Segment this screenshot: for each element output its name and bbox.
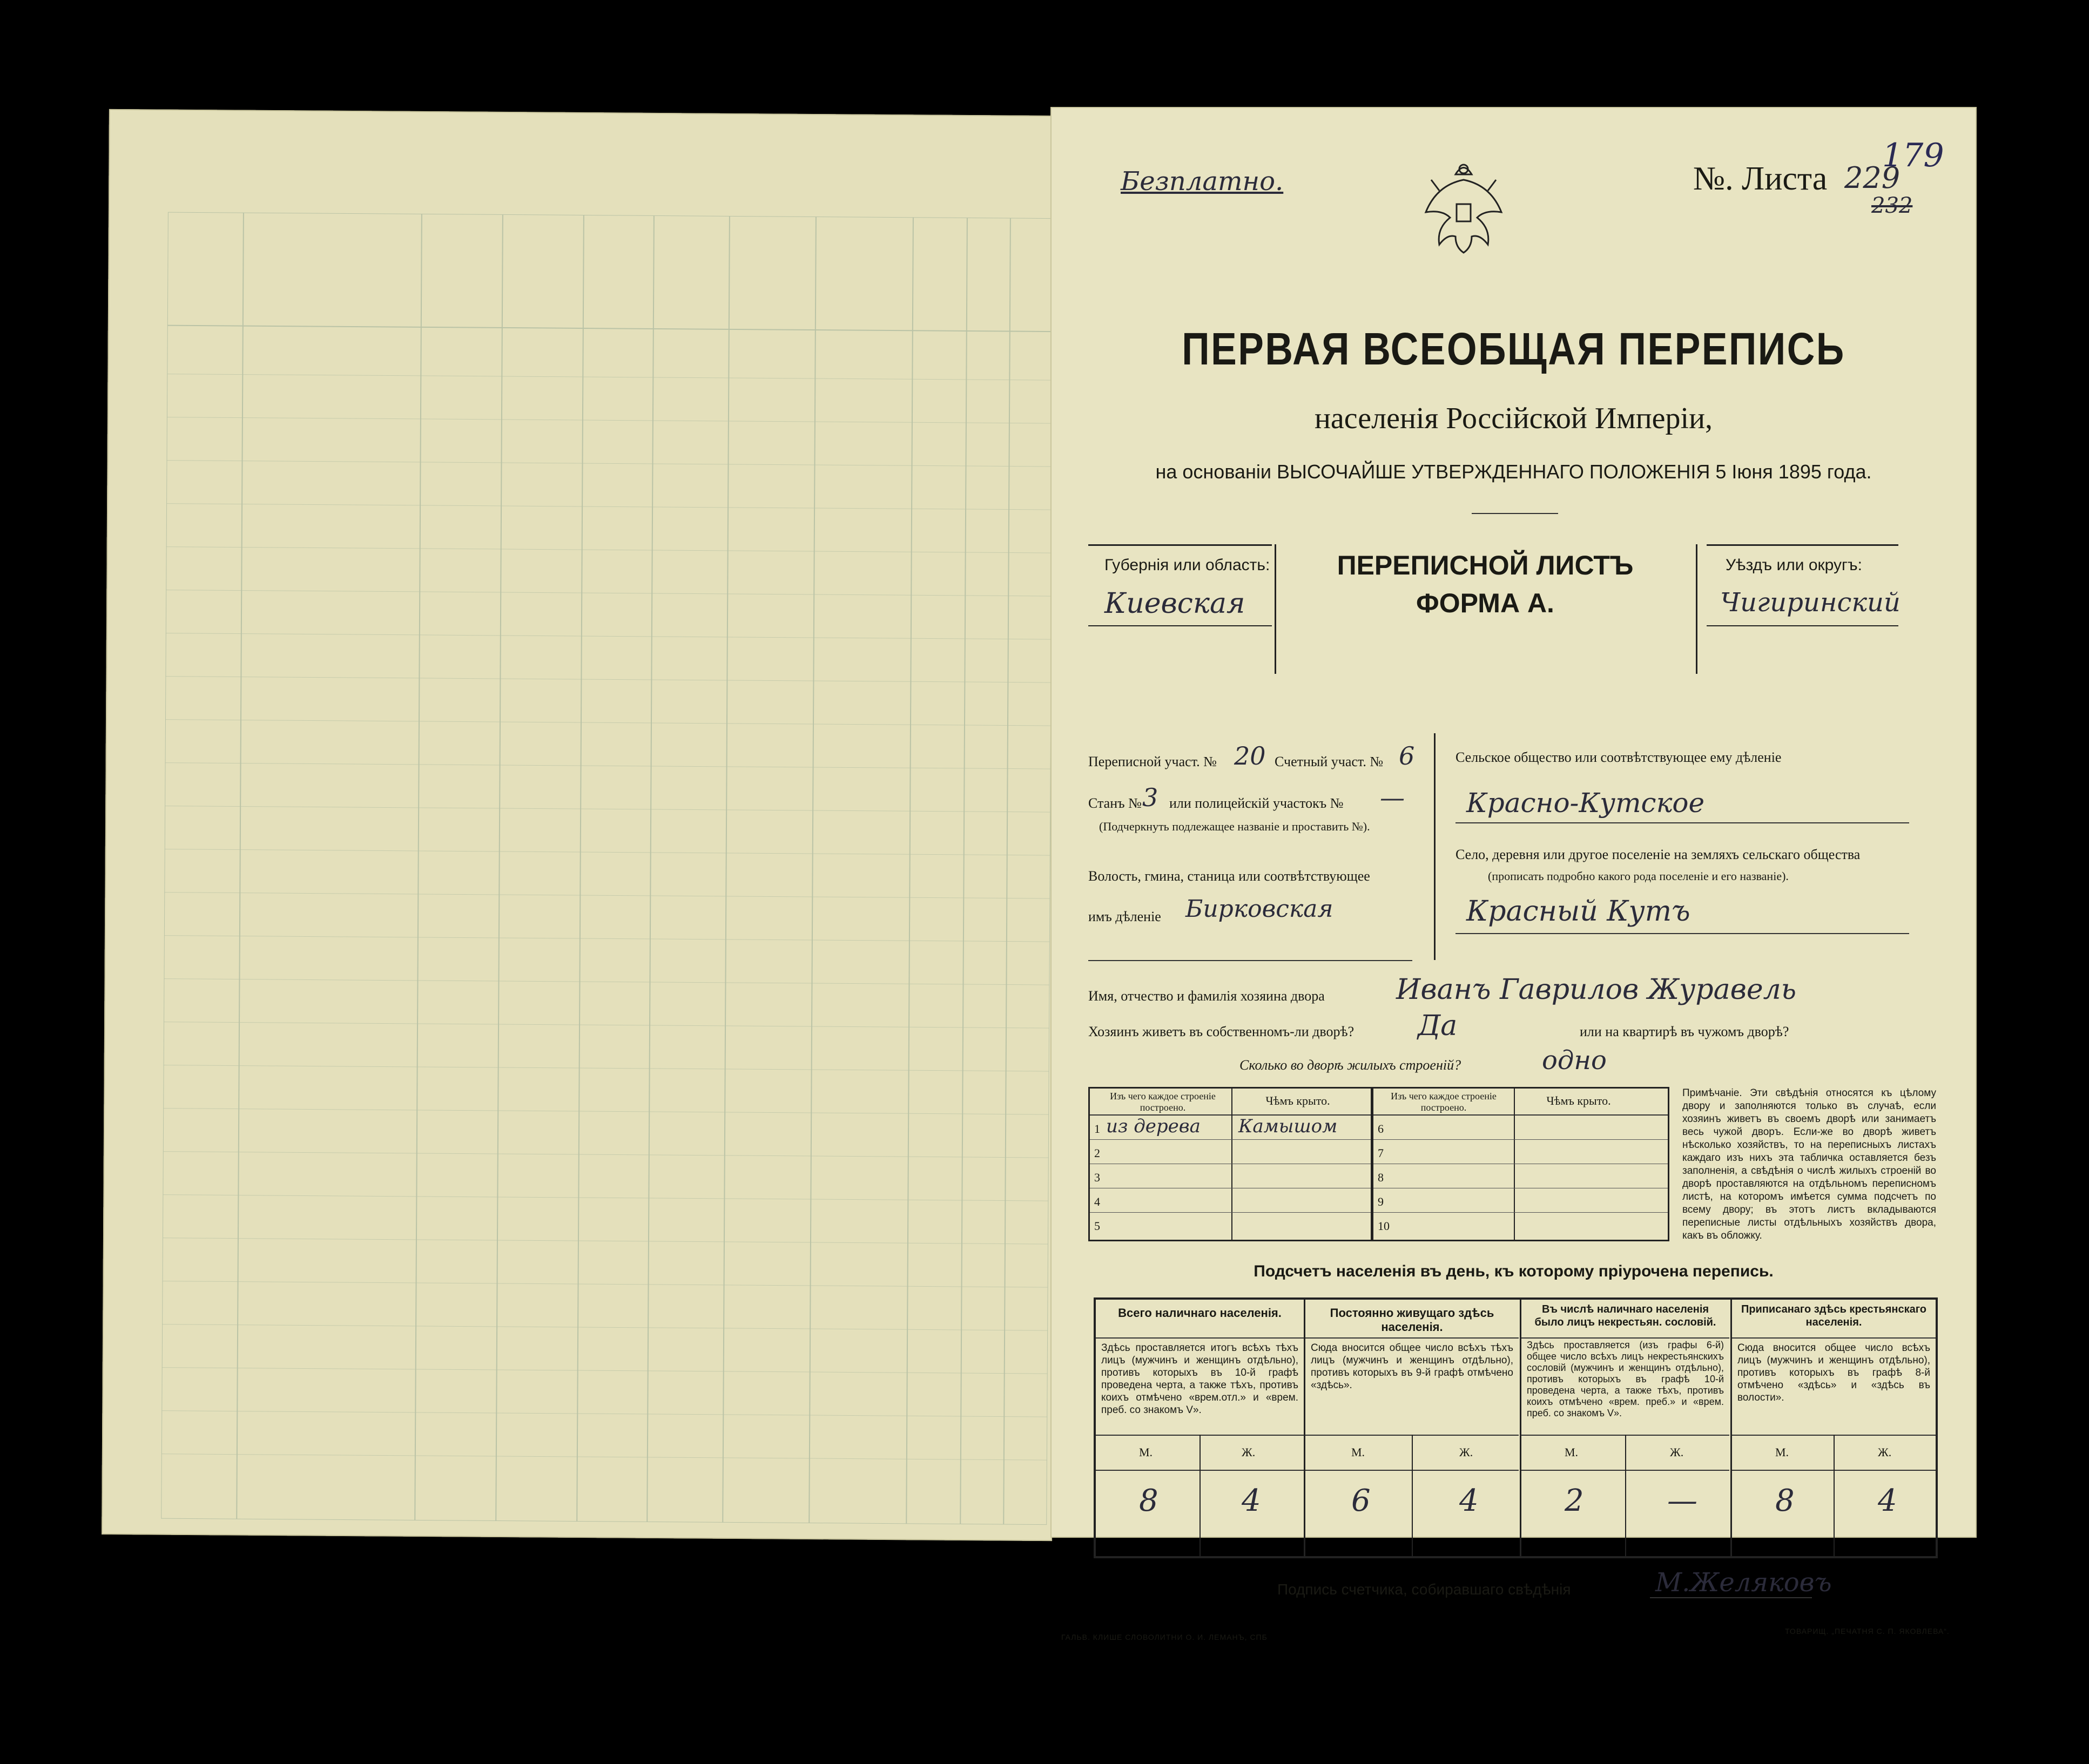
region-divider-right xyxy=(1696,544,1697,674)
form-title: ПЕРЕПИСНОЙ ЛИСТЪ xyxy=(1337,550,1634,580)
divider-ornament xyxy=(1472,513,1558,514)
population-col-desc: Сюда вносится общее число всѣхъ тѣхъ лицъ (мужчинъ и женщинъ отдѣльно), противъ которыхъ въ 9-й графѣ отмѣчено «здѣсь». xyxy=(1311,1342,1513,1391)
building-row xyxy=(1373,1140,1668,1164)
buildings-table xyxy=(1088,1087,1669,1241)
volost-label-2: имъ дѣленіе xyxy=(1088,909,1161,924)
buildings-left-rows xyxy=(1090,1116,1371,1236)
village-label: Село, деревня или другое поселеніе на земляхъ сельскаго общества xyxy=(1455,847,1861,862)
building-row xyxy=(1090,1116,1371,1140)
zh-label: Ж. xyxy=(1459,1445,1473,1459)
village-rule xyxy=(1455,933,1909,934)
population-mz-divider xyxy=(1625,1435,1626,1556)
m-label: М. xyxy=(1139,1445,1153,1459)
building-row xyxy=(1373,1116,1668,1140)
bleed-through-grid xyxy=(161,212,1054,1525)
building-material: из дерева xyxy=(1106,1116,1201,1137)
population-registered-female: 4 xyxy=(1878,1483,1897,1518)
owner-label: Имя, отчество и фамилія хозяина двора xyxy=(1088,988,1325,1004)
census-plot-label: Переписной участ. № xyxy=(1088,754,1217,769)
population-mz-divider xyxy=(1412,1435,1413,1556)
building-row-number: 3 xyxy=(1094,1171,1100,1184)
population-title-rule xyxy=(1521,1337,1729,1339)
building-row-number: 1 xyxy=(1094,1122,1100,1136)
population-nonpeasant-male: 2 xyxy=(1565,1483,1584,1518)
material-header-left: Изъ чего каждое строеніе построено. xyxy=(1110,1091,1216,1113)
region-box xyxy=(1088,544,1901,674)
uezd-bottom-rule xyxy=(1707,625,1898,626)
household-block xyxy=(1088,974,1909,1090)
building-row xyxy=(1090,1140,1371,1164)
building-row xyxy=(1090,1164,1371,1188)
population-col-nonpeasant xyxy=(1521,1300,1729,1556)
m-label: М. xyxy=(1565,1445,1579,1459)
building-row xyxy=(1090,1213,1371,1236)
free-label: Безплатно. xyxy=(1121,166,1284,197)
population-total-male: 8 xyxy=(1139,1483,1158,1518)
population-nonpeasant-female: — xyxy=(1667,1483,1697,1518)
imprint-right: ТОВАРИЩ. „ПЕЧАТНЯ С. П. ЯКОВЛЕВА“. xyxy=(1785,1627,1950,1635)
sheet-number-corrected: 232 xyxy=(1871,193,1913,218)
gubernia-label: Губернія или область: xyxy=(1104,556,1270,574)
census-subtitle: населенія Россійской Имперіи, xyxy=(1314,402,1713,435)
zh-label: Ж. xyxy=(1670,1445,1684,1459)
count-plot-value: 6 xyxy=(1399,741,1415,771)
uezd-label: Уѣздъ или округъ: xyxy=(1726,556,1863,574)
gubernia-bottom-rule xyxy=(1088,625,1272,626)
signature-label: Подпись счетчика, собиравшаго свѣдѣнія xyxy=(1277,1581,1571,1598)
population-col-title: Приписанаго здѣсь крестьянскаго населенія. xyxy=(1741,1303,1927,1328)
sheet-number-value: 229 xyxy=(1844,161,1901,195)
population-permanent-female: 4 xyxy=(1459,1483,1479,1518)
village-note: (прописать подробно какого рода поселеніе и его названіе). xyxy=(1488,869,1789,883)
census-title: ПЕРВАЯ ВСЕОБЩАЯ ПЕРЕПИСЬ xyxy=(1182,323,1845,374)
population-col-total xyxy=(1096,1300,1304,1556)
population-total-female: 4 xyxy=(1242,1483,1261,1518)
population-col-title: Въ числѣ наличнаго населенія было лицъ некрестьян. сословій. xyxy=(1534,1303,1716,1328)
building-row xyxy=(1090,1188,1371,1213)
roof-header-left: Чѣмъ крыто. xyxy=(1265,1094,1330,1107)
zh-label: Ж. xyxy=(1878,1445,1892,1459)
owner-value: Иванъ Гаврилов Журавель xyxy=(1396,974,1797,1006)
population-col-registered xyxy=(1732,1300,1936,1556)
sheet-number-label: №. Листа xyxy=(1693,160,1828,197)
building-row xyxy=(1373,1188,1668,1213)
left-page xyxy=(102,109,1060,1541)
roof-header-right: Чѣмъ крыто. xyxy=(1546,1094,1611,1107)
rent-label: или на квартирѣ въ чужомъ дворѣ? xyxy=(1580,1024,1789,1039)
zh-label: Ж. xyxy=(1242,1445,1256,1459)
buildings-note: Примѣчаніе. Эти свѣдѣнія относятся къ цѣлому двору и заполняются только въ случаѣ, если хозяинъ живетъ въ своемъ дворѣ или занимаетъ весь чужой дворъ. Если-же во дворѣ живетъ нѣсколько хозяйствъ, то на переписныхъ листахъ каждаго изъ нихъ эта табличка оставляется безъ заполненія, а свѣдѣнія о числѣ жилыхъ строеній во дворѣ проставляются на отдѣльномъ переписномъ листѣ, на которомъ имѣется сумма подсчетъ по всему двору; въ этотъ листъ вкладываются переписные листы отдѣльныхъ хозяйствъ двора, какъ въ обложку. xyxy=(1682,1087,1936,1241)
imprint-left: ГАЛЬВ. КЛИШЕ СЛОВОЛИТНИ О. И. ЛЕМАНЪ, СПБ xyxy=(1061,1633,1268,1641)
archive-number: 179 xyxy=(1882,137,1944,174)
police-value: — xyxy=(1380,783,1405,812)
buildings-label: Сколько во дворѣ жилыхъ строеній? xyxy=(1239,1057,1461,1073)
building-row-number: 7 xyxy=(1378,1146,1384,1160)
population-col-title: Всего наличнаго населенія. xyxy=(1118,1306,1282,1320)
buildings-value: одно xyxy=(1542,1045,1607,1076)
signature-rule xyxy=(1650,1597,1812,1598)
building-row-number: 4 xyxy=(1094,1195,1100,1208)
society-label: Сельское общество или соотвѣтствующее ему дѣленіе xyxy=(1455,749,1782,765)
volost-rule xyxy=(1088,960,1412,961)
population-title-rule xyxy=(1732,1337,1936,1339)
volost-value: Бирковская xyxy=(1185,895,1333,923)
building-roof: Камышом xyxy=(1238,1116,1338,1137)
building-row-number: 2 xyxy=(1094,1146,1100,1160)
population-title-rule xyxy=(1305,1337,1519,1339)
population-permanent-male: 6 xyxy=(1351,1483,1371,1518)
population-col-desc: Здѣсь проставляется (изъ графы 6-й) общее число всѣхъ лицъ некрестьянскихъ сословій (мужчинъ и женщинъ отдѣльно), противъ которыхъ въ графѣ 10-й проведена черта, а также тѣхъ, противъ коихъ отмѣчено «врем. преб.» и «врем. преб. со знакомъ V». xyxy=(1527,1340,1724,1418)
stan-value: 3 xyxy=(1142,783,1158,812)
underline-note: (Подчеркнуть подлежащее названіе и проставить №). xyxy=(1099,820,1370,833)
count-plot-label: Счетный участ. № xyxy=(1275,754,1384,769)
imperial-eagle-emblem xyxy=(1423,158,1504,261)
society-rule xyxy=(1455,822,1909,823)
building-row-number: 9 xyxy=(1378,1195,1384,1208)
population-col-desc: Здѣсь проставляется итогъ всѣхъ тѣхъ лицъ (мужчинъ и женщинъ отдѣльно), противъ которыхъ въ 10-й графѣ проведена черта, а также тѣхъ, противъ коихъ отмѣчено «врем.отл.» и «врем. преб. со знакомъ V». xyxy=(1101,1342,1298,1416)
uezd-value: Чигиринский xyxy=(1720,587,1901,618)
society-value: Красно-Кутское xyxy=(1466,787,1705,819)
gubernia-top-rule xyxy=(1088,544,1272,546)
uezd-top-rule xyxy=(1707,544,1898,546)
m-label: М. xyxy=(1351,1445,1365,1459)
building-row-number: 10 xyxy=(1378,1219,1390,1233)
population-table xyxy=(1094,1297,1938,1558)
building-row-number: 6 xyxy=(1378,1122,1384,1136)
population-registered-male: 8 xyxy=(1775,1483,1795,1518)
population-col-permanent xyxy=(1305,1300,1519,1556)
village-value: Красный Кутъ xyxy=(1466,895,1690,928)
own-yard-label: Хозяинъ живетъ въ собственномъ-ли дворѣ? xyxy=(1088,1024,1355,1039)
population-col-title: Постоянно живущаго здѣсь населенія. xyxy=(1330,1306,1494,1334)
census-basis: на основаніи ВЫСОЧАЙШЕ УТВЕРЖДЕННАГО ПОЛОЖЕНІЯ 5 Іюня 1895 года. xyxy=(1155,461,1872,483)
gubernia-value: Киевская xyxy=(1104,587,1245,620)
region-divider-left xyxy=(1275,544,1276,674)
building-row-number: 5 xyxy=(1094,1219,1100,1233)
m-label: М. xyxy=(1775,1445,1789,1459)
building-row xyxy=(1373,1164,1668,1188)
enumerator-signature: М.Желяковъ xyxy=(1655,1567,1832,1598)
building-row xyxy=(1373,1213,1668,1236)
population-heading: Подсчетъ населенія въ день, къ которому пріурочена перепись. xyxy=(1254,1262,1774,1280)
buildings-right-rows xyxy=(1373,1116,1668,1236)
police-label: или полицейскій участокъ № xyxy=(1169,795,1344,811)
building-row-number: 8 xyxy=(1378,1171,1384,1184)
volost-label: Волость, гмина, станица или соотвѣтствующее xyxy=(1088,868,1370,884)
right-page xyxy=(1050,107,1977,1641)
stan-label: Станъ № xyxy=(1088,795,1142,811)
own-yard-value: Да xyxy=(1418,1010,1458,1042)
population-title-rule xyxy=(1096,1337,1304,1339)
population-col-desc: Сюда вносится общее число всѣхъ лицъ (мужчинъ и женщинъ отдѣльно), противъ которыхъ въ графѣ 8-й отмѣчено «здѣсь» и «здѣсь въ волости». xyxy=(1737,1342,1930,1403)
census-plot-value: 20 xyxy=(1234,741,1266,771)
population-mz-divider xyxy=(1200,1435,1201,1556)
population-mz-divider xyxy=(1834,1435,1835,1556)
district-divider xyxy=(1434,733,1436,960)
material-header-right: Изъ чего каждое строеніе построено. xyxy=(1391,1091,1497,1113)
district-block xyxy=(1088,741,1909,992)
form-name: ФОРМА А. xyxy=(1416,588,1554,618)
